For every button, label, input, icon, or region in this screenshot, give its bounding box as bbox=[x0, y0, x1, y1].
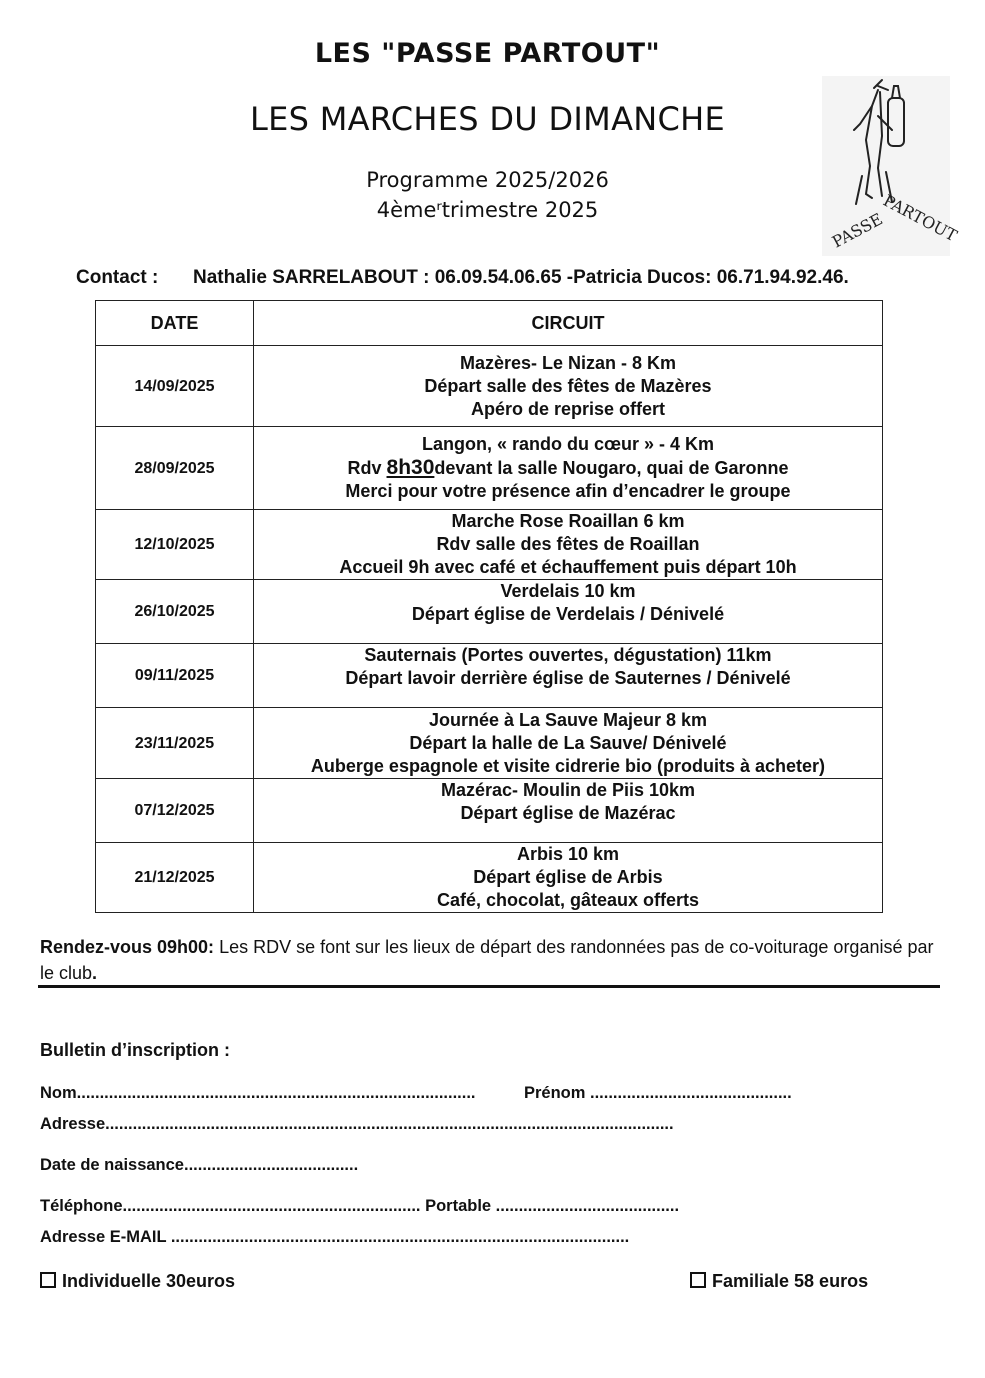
circuit-line: Départ lavoir derrière église de Sauternes / Dénivelé bbox=[345, 668, 791, 688]
naissance-field[interactable]: Date de naissance...................................... bbox=[40, 1156, 359, 1174]
circuit-line: Mazères- Le Nizan - 8 Km bbox=[459, 352, 677, 373]
bulletin-title: Bulletin d’inscription : bbox=[40, 1040, 230, 1060]
circuit-line: Départ église de Mazérac bbox=[460, 803, 676, 823]
circuit-line: Rdv 8h30devant la salle Nougaro, quai de Garonne bbox=[347, 456, 789, 479]
programme-table bbox=[95, 300, 883, 913]
contact-line bbox=[76, 267, 849, 289]
table-row bbox=[96, 510, 883, 580]
header-date: DATE bbox=[96, 301, 254, 346]
row-date: 23/11/2025 bbox=[96, 708, 254, 779]
circuit-line: Apéro de reprise offert bbox=[470, 398, 666, 419]
circuit-line: Mazérac- Moulin de Piis 10km bbox=[440, 780, 696, 800]
row-circuit bbox=[254, 779, 883, 843]
rendezvous-text: Les RDV se font sur les lieux de départ des randonnées pas de co-voiturage organisé par le club bbox=[40, 937, 934, 983]
row-circuit bbox=[254, 843, 883, 913]
circuit-line: Langon, « rando du cœur » - 4 Km bbox=[421, 434, 715, 454]
circuit-line: Départ la halle de La Sauve/ Dénivelé bbox=[409, 732, 727, 753]
telephone-field[interactable]: Téléphone................................................................. Portable ........................................ bbox=[40, 1197, 680, 1215]
option-individuelle[interactable] bbox=[40, 1271, 235, 1292]
circuit-line: Café, chocolat, gâteaux offerts bbox=[436, 890, 700, 910]
table-row bbox=[96, 843, 883, 913]
circuit-line: Départ salle des fêtes de Mazères bbox=[424, 375, 712, 396]
checkbox-icon[interactable] bbox=[40, 1272, 56, 1288]
circuit-line: Départ église de Verdelais / Dénivelé bbox=[411, 604, 725, 624]
page-subtitle: LES MARCHES DU DIMANCHE bbox=[249, 100, 726, 138]
circuit-line: Journée à La Sauve Majeur 8 km bbox=[428, 709, 708, 730]
header-circuit: CIRCUIT bbox=[254, 301, 883, 346]
circuit-line: Accueil 9h avec café et échauffement puis départ 10h bbox=[339, 557, 797, 577]
prenom-field[interactable]: Prénom ............................................ bbox=[524, 1084, 792, 1102]
trimestre-label: 4èmeʳtrimestre 2025 bbox=[376, 198, 599, 222]
logo-text-1: PASSE bbox=[828, 209, 886, 252]
circuit-line: Départ église de Arbis bbox=[473, 867, 663, 887]
table-row bbox=[96, 644, 883, 708]
club-logo bbox=[822, 76, 961, 256]
option-individuelle-label: Individuelle 30euros bbox=[62, 1271, 236, 1291]
row-circuit bbox=[254, 510, 883, 580]
row-circuit bbox=[254, 644, 883, 708]
row-date: 07/12/2025 bbox=[96, 779, 254, 843]
time-highlight: 8h30 bbox=[386, 456, 435, 479]
row-date: 21/12/2025 bbox=[96, 843, 254, 913]
row-circuit bbox=[254, 580, 883, 644]
option-familiale-label: Familiale 58 euros bbox=[712, 1271, 869, 1291]
circuit-line: Sauternais (Portes ouvertes, dégustation) 11km bbox=[364, 645, 772, 665]
rendezvous-note: Rendez-vous 09h00: Les RDV se font sur les lieux de départ des randonnées pas de co-voiturage organisé par le club. bbox=[40, 937, 934, 983]
club-title: LES "PASSE PARTOUT" bbox=[314, 38, 661, 69]
option-familiale[interactable] bbox=[690, 1271, 868, 1292]
row-circuit bbox=[254, 346, 883, 427]
circuit-line: Merci pour votre présence afin d’encadrer le groupe bbox=[345, 481, 791, 501]
row-circuit bbox=[254, 427, 883, 510]
circuit-line: Marche Rose Roaillan 6 km bbox=[451, 511, 685, 531]
contact-label: Contact : bbox=[76, 267, 159, 288]
checkbox-icon[interactable] bbox=[690, 1272, 706, 1288]
nom-field[interactable]: Nom....................................................................................... bbox=[40, 1084, 476, 1102]
hiker-logo-icon bbox=[822, 76, 961, 256]
circuit-line: Auberge espagnole et visite cidrerie bio (produits à acheter) bbox=[310, 755, 826, 776]
email-field[interactable]: Adresse E-MAIL .................................................................................................... bbox=[40, 1228, 630, 1246]
row-date: 09/11/2025 bbox=[96, 644, 254, 708]
row-date: 12/10/2025 bbox=[96, 510, 254, 580]
table-row bbox=[96, 427, 883, 510]
table-row bbox=[96, 346, 883, 427]
divider bbox=[38, 985, 940, 988]
circuit-line: Rdv salle des fêtes de Roaillan bbox=[436, 534, 700, 554]
circuit-line: Verdelais 10 km bbox=[500, 581, 636, 601]
row-date: 28/09/2025 bbox=[96, 427, 254, 510]
table-row bbox=[96, 580, 883, 644]
logo-text-2: PARTOUT bbox=[880, 190, 961, 246]
rendezvous-label: Rendez-vous 09h00: bbox=[40, 937, 215, 957]
table-header-row bbox=[96, 301, 883, 346]
row-date: 26/10/2025 bbox=[96, 580, 254, 644]
adresse-field[interactable]: Adresse............................................................................................................................ bbox=[40, 1115, 674, 1133]
table-row bbox=[96, 708, 883, 779]
row-circuit bbox=[254, 708, 883, 779]
contact-text: Nathalie SARRELABOUT : 06.09.54.06.65 -Patricia Ducos: 06.71.94.92.46. bbox=[193, 267, 849, 288]
row-date: 14/09/2025 bbox=[96, 346, 254, 427]
table-row bbox=[96, 779, 883, 843]
circuit-line: Arbis 10 km bbox=[516, 844, 620, 864]
programme-label: Programme 2025/2026 bbox=[366, 168, 609, 192]
